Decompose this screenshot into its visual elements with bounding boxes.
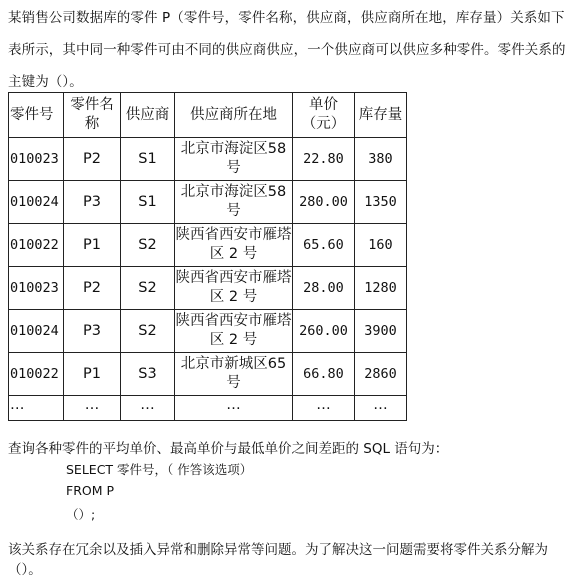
- sql-blank-line: （）;: [66, 507, 96, 522]
- header-unit-price: 单价（元）: [293, 93, 355, 138]
- intro-paragraph: 某销售公司数据库的零件 P（零件号，零件名称，供应商，供应商所在地，库存量）关系如下表所示，其中同一种零件可由不同的供应商供应，一个供应商可以供应多种零件。零件关系的主键为（）。: [8, 10, 566, 90]
- cell-supplier: S1: [121, 181, 175, 224]
- cell-supplier: S3: [121, 353, 175, 396]
- cell-part-no: 010024: [9, 181, 64, 224]
- cell-part-name: P3: [64, 310, 121, 353]
- cell-ellipsis: …: [64, 396, 121, 421]
- cell-supplier: S1: [121, 138, 175, 181]
- table-row: [9, 353, 407, 396]
- header-supplier: 供应商: [121, 93, 175, 138]
- sql-select-line: SELECT 零件号，（ 作答该选项）: [66, 462, 253, 477]
- cell-stock: 160: [355, 224, 407, 267]
- header-supplier-location: 供应商所在地: [175, 93, 293, 138]
- cell-unit-price: 28.00: [293, 267, 355, 310]
- table-row: [9, 224, 407, 267]
- cell-supplier: S2: [121, 310, 175, 353]
- cell-part-name: P1: [64, 353, 121, 396]
- cell-part-no: 010022: [9, 353, 64, 396]
- header-part-no: 零件号: [9, 93, 64, 138]
- cell-part-name: P3: [64, 181, 121, 224]
- cell-ellipsis: …: [293, 396, 355, 421]
- cell-supplier-location: 陕西省西安市雁塔区 2 号: [175, 267, 293, 310]
- table-row: [9, 138, 407, 181]
- cell-part-no: 010024: [9, 310, 64, 353]
- cell-stock: 3900: [355, 310, 407, 353]
- cell-unit-price: 260.00: [293, 310, 355, 353]
- header-part-name: 零件名称: [64, 93, 121, 138]
- cell-supplier-location: 北京市海淀区58号: [175, 138, 293, 181]
- cell-part-name: P1: [64, 224, 121, 267]
- cell-ellipsis: …: [175, 396, 293, 421]
- cell-stock: 1350: [355, 181, 407, 224]
- table-row: [9, 310, 407, 353]
- cell-stock: 2860: [355, 353, 407, 396]
- question-decomposition: 该关系存在冗余以及插入异常和删除异常等问题。为了解决这一问题需要将零件关系分解为（）。: [8, 542, 548, 578]
- table-row: [9, 267, 407, 310]
- sql-from-line: FROM P: [66, 483, 115, 498]
- cell-ellipsis: …: [121, 396, 175, 421]
- cell-supplier: S2: [121, 224, 175, 267]
- cell-stock: 380: [355, 138, 407, 181]
- cell-supplier: S2: [121, 267, 175, 310]
- cell-part-name: P2: [64, 267, 121, 310]
- cell-unit-price: 65.60: [293, 224, 355, 267]
- table-ellipsis-row: [9, 396, 407, 421]
- cell-supplier-location: 陕西省西安市雁塔区 2 号: [175, 310, 293, 353]
- cell-supplier-location: 陕西省西安市雁塔区 2 号: [175, 224, 293, 267]
- table-header-row: [9, 93, 407, 138]
- cell-unit-price: 280.00: [293, 181, 355, 224]
- cell-part-no: 010023: [9, 267, 64, 310]
- cell-ellipsis: …: [9, 396, 64, 421]
- parts-table: [8, 92, 407, 421]
- cell-unit-price: 22.80: [293, 138, 355, 181]
- header-stock: 库存量: [355, 93, 407, 138]
- cell-ellipsis: …: [355, 396, 407, 421]
- cell-supplier-location: 北京市海淀区58号: [175, 181, 293, 224]
- cell-part-no: 010023: [9, 138, 64, 181]
- question-sql-prompt: 查询各种零件的平均单价、最高单价与最低单价之间差距的 SQL 语句为：: [8, 441, 449, 457]
- table-row: [9, 181, 407, 224]
- cell-unit-price: 66.80: [293, 353, 355, 396]
- cell-part-no: 010022: [9, 224, 64, 267]
- cell-part-name: P2: [64, 138, 121, 181]
- cell-stock: 1280: [355, 267, 407, 310]
- cell-supplier-location: 北京市新城区65号: [175, 353, 293, 396]
